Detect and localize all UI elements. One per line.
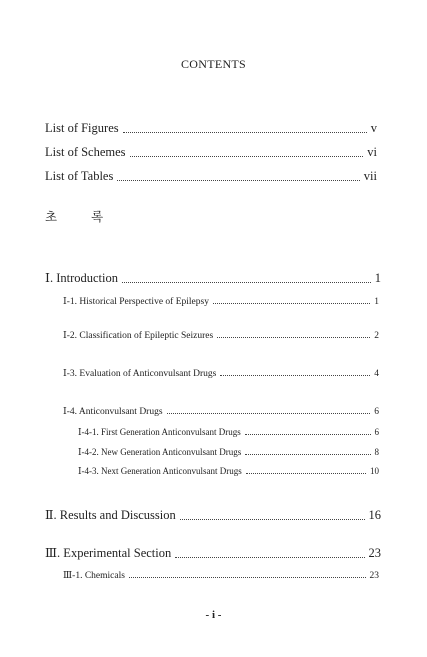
- toc-label: Ⅰ. Introduction: [45, 271, 118, 285]
- toc-page-number: 2: [374, 331, 379, 341]
- dot-leader: [123, 132, 367, 133]
- page-number-footer: - i -: [205, 609, 222, 621]
- toc-label: Ⅰ-1. Historical Perspective of Epilepsy: [63, 297, 209, 307]
- dot-leader: [130, 156, 364, 157]
- toc-entry-evaluation[interactable]: [63, 368, 379, 379]
- dot-leader: [213, 303, 370, 304]
- toc-label: Ⅰ-4-3. Next Generation Anticonvulsant Drugs: [78, 466, 242, 476]
- toc-entry-list-of-tables[interactable]: [45, 169, 377, 184]
- toc-entry-results-discussion[interactable]: [45, 507, 381, 523]
- toc-label: List of Tables: [45, 169, 114, 183]
- toc-entry-first-generation[interactable]: [78, 427, 379, 438]
- toc-page-number: 23: [369, 571, 379, 581]
- toc-label: Ⅰ-4-1. First Generation Anticonvulsant Drugs: [78, 427, 241, 437]
- toc-label: Ⅲ. Experimental Section: [45, 546, 172, 560]
- toc-entry-experimental-section[interactable]: [45, 545, 381, 561]
- toc-page-number: vi: [367, 145, 377, 159]
- toc-entry-classification[interactable]: [63, 330, 379, 341]
- dot-leader: [217, 337, 370, 338]
- abstract-heading-char-2: 록: [91, 209, 104, 224]
- dot-leader: [245, 434, 371, 435]
- toc-label: Ⅰ-3. Evaluation of Anticonvulsant Drugs: [63, 369, 217, 379]
- toc-label: List of Schemes: [45, 145, 126, 159]
- toc-page-number: 16: [368, 508, 381, 522]
- toc-page-number: 10: [370, 466, 379, 476]
- toc-page-number: 1: [374, 297, 379, 307]
- toc-label: Ⅱ. Results and Discussion: [45, 508, 176, 522]
- toc-entry-list-of-figures[interactable]: [45, 121, 377, 136]
- toc-page-number: 23: [368, 546, 381, 560]
- dot-leader: [122, 282, 371, 283]
- toc-entry-chemicals[interactable]: [63, 570, 379, 581]
- dot-leader: [117, 180, 359, 181]
- toc-entry-new-generation[interactable]: [78, 447, 379, 458]
- toc-page-number: 4: [374, 369, 379, 379]
- toc-label: Ⅲ-1. Chemicals: [63, 571, 125, 581]
- toc-label: Ⅰ-4. Anticonvulsant Drugs: [63, 407, 163, 417]
- abstract-heading[interactable]: [45, 207, 103, 225]
- toc-page-number: 6: [374, 407, 379, 417]
- dot-leader: [180, 519, 365, 520]
- toc-page-number: 1: [374, 271, 381, 285]
- dot-leader: [246, 473, 366, 474]
- toc-label: Ⅰ-4-2. New Generation Anticonvulsant Drugs: [78, 447, 242, 457]
- toc-entry-next-generation[interactable]: [78, 466, 379, 477]
- page-title: CONTENTS: [180, 57, 247, 71]
- dot-leader: [167, 413, 371, 414]
- toc-page-number: 8: [374, 447, 379, 457]
- dot-leader: [245, 454, 370, 455]
- dot-leader: [129, 577, 366, 578]
- toc-label: List of Figures: [45, 121, 119, 135]
- dot-leader: [175, 557, 364, 558]
- toc-page-number: 6: [374, 427, 379, 437]
- toc-entry-anticonvulsant-drugs[interactable]: [63, 406, 379, 417]
- abstract-heading-char-1: 초: [45, 209, 58, 224]
- toc-entry-introduction[interactable]: [45, 270, 381, 286]
- toc-label: Ⅰ-2. Classification of Epileptic Seizures: [63, 331, 214, 341]
- toc-entry-historical-perspective[interactable]: [63, 296, 379, 307]
- toc-page-number: vii: [363, 169, 377, 183]
- dot-leader: [220, 375, 370, 376]
- toc-entry-list-of-schemes[interactable]: [45, 145, 377, 160]
- toc-page-number: v: [370, 121, 377, 135]
